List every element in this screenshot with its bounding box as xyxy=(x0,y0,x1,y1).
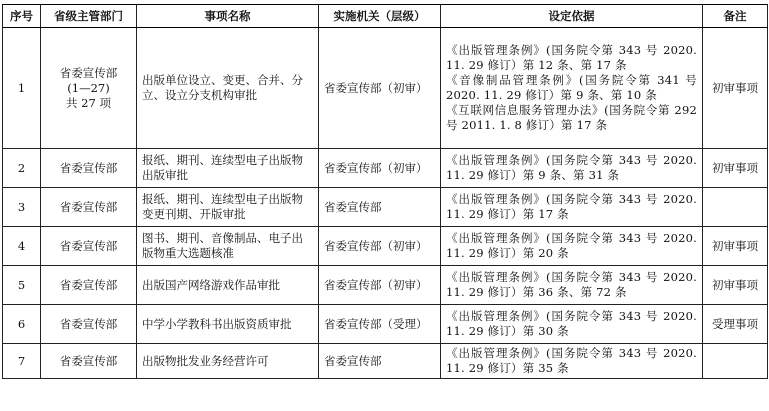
row-number: 4 xyxy=(3,227,41,266)
remark: 受理事项 xyxy=(703,305,768,344)
header-no: 序号 xyxy=(3,5,41,28)
remark xyxy=(703,188,768,227)
table-row xyxy=(3,28,768,149)
implementing-org: 省委宣传部 xyxy=(319,344,441,379)
legal-basis: 《出版管理条例》(国务院令第 343 号 2020. 11. 29 修订）第 20 条 xyxy=(441,227,703,266)
approval-items-table xyxy=(2,4,768,379)
dept-name: 省委宣传部 xyxy=(59,65,118,80)
header-note: 备注 xyxy=(703,5,768,28)
legal-basis: 《出版管理条例》(国务院令第 343 号 2020. 11. 29 修订）第 12 条、第 17 条 xyxy=(446,43,697,72)
row-number: 7 xyxy=(3,344,41,379)
legal-basis: 《音像制品管理条例》(国务院令第 341 号 2020. 11. 29 修订）第 9 条、第 10 条 xyxy=(446,73,697,102)
dept-count: 共 27 项 xyxy=(66,95,111,110)
implementing-org: 省委宣传部（受理） xyxy=(319,305,441,344)
item-name: 出版单位设立、变更、合并、分立、设立分支机构审批 xyxy=(137,28,319,149)
row-number: 3 xyxy=(3,188,41,227)
header-name: 事项名称 xyxy=(137,5,319,28)
remark: 初审事项 xyxy=(703,227,768,266)
remark xyxy=(703,344,768,379)
legal-basis: 《出版管理条例》(国务院令第 343 号 2020. 11. 29 修订）第 17 条 xyxy=(441,188,703,227)
legal-basis-cell xyxy=(441,28,703,149)
implementing-org: 省委宣传部（初审） xyxy=(319,149,441,188)
row-number: 1 xyxy=(3,28,41,149)
legal-basis: 《出版管理条例》(国务院令第 343 号 2020. 11. 29 修订）第 36 条、第 72 条 xyxy=(441,266,703,305)
implementing-org: 省委宣传部 xyxy=(319,188,441,227)
table-row xyxy=(3,266,768,305)
item-name: 报纸、期刊、连续型电子出版物出版审批 xyxy=(137,149,319,188)
table-row xyxy=(3,188,768,227)
item-name: 中学小学教科书出版资质审批 xyxy=(137,305,319,344)
legal-basis: 《出版管理条例》(国务院令第 343 号 2020. 11. 29 修订）第 30 条 xyxy=(441,305,703,344)
legal-basis: 《出版管理条例》(国务院令第 343 号 2020. 11. 29 修订）第 35 条 xyxy=(441,344,703,379)
table-row xyxy=(3,227,768,266)
item-name: 图书、期刊、音像制品、电子出版物重大选题核准 xyxy=(137,227,319,266)
dept-name: 省委宣传部 xyxy=(41,188,137,227)
row-number: 6 xyxy=(3,305,41,344)
dept-name: 省委宣传部 xyxy=(41,305,137,344)
row-number: 5 xyxy=(3,266,41,305)
table-row xyxy=(3,149,768,188)
implementing-org: 省委宣传部（初审） xyxy=(319,227,441,266)
remark: 初审事项 xyxy=(703,266,768,305)
dept-cell xyxy=(41,28,137,149)
header-org: 实施机关（层级） xyxy=(319,5,441,28)
header-dept: 省级主管部门 xyxy=(41,5,137,28)
item-name: 出版物批发业务经营许可 xyxy=(137,344,319,379)
header-basis: 设定依据 xyxy=(441,5,703,28)
dept-name: 省委宣传部 xyxy=(41,344,137,379)
remark: 初审事项 xyxy=(703,149,768,188)
table-row xyxy=(3,305,768,344)
legal-basis: 《互联网信息服务管理办法》(国务院令第 292 号 2011. 1. 8 修订）第 17 条 xyxy=(446,103,697,132)
dept-range: (1—27) xyxy=(67,80,110,95)
implementing-org: 省委宣传部（初审） xyxy=(319,266,441,305)
dept-name: 省委宣传部 xyxy=(41,149,137,188)
remark: 初审事项 xyxy=(703,28,768,149)
row-number: 2 xyxy=(3,149,41,188)
table-row xyxy=(3,344,768,379)
item-name: 报纸、期刊、连续型电子出版物变更刊期、开版审批 xyxy=(137,188,319,227)
item-name: 出版国产网络游戏作品审批 xyxy=(137,266,319,305)
implementing-org: 省委宣传部（初审） xyxy=(319,28,441,149)
dept-name: 省委宣传部 xyxy=(41,227,137,266)
dept-name: 省委宣传部 xyxy=(41,266,137,305)
legal-basis: 《出版管理条例》(国务院令第 343 号 2020. 11. 29 修订）第 9 条、第 31 条 xyxy=(441,149,703,188)
table-header-row xyxy=(3,5,768,28)
